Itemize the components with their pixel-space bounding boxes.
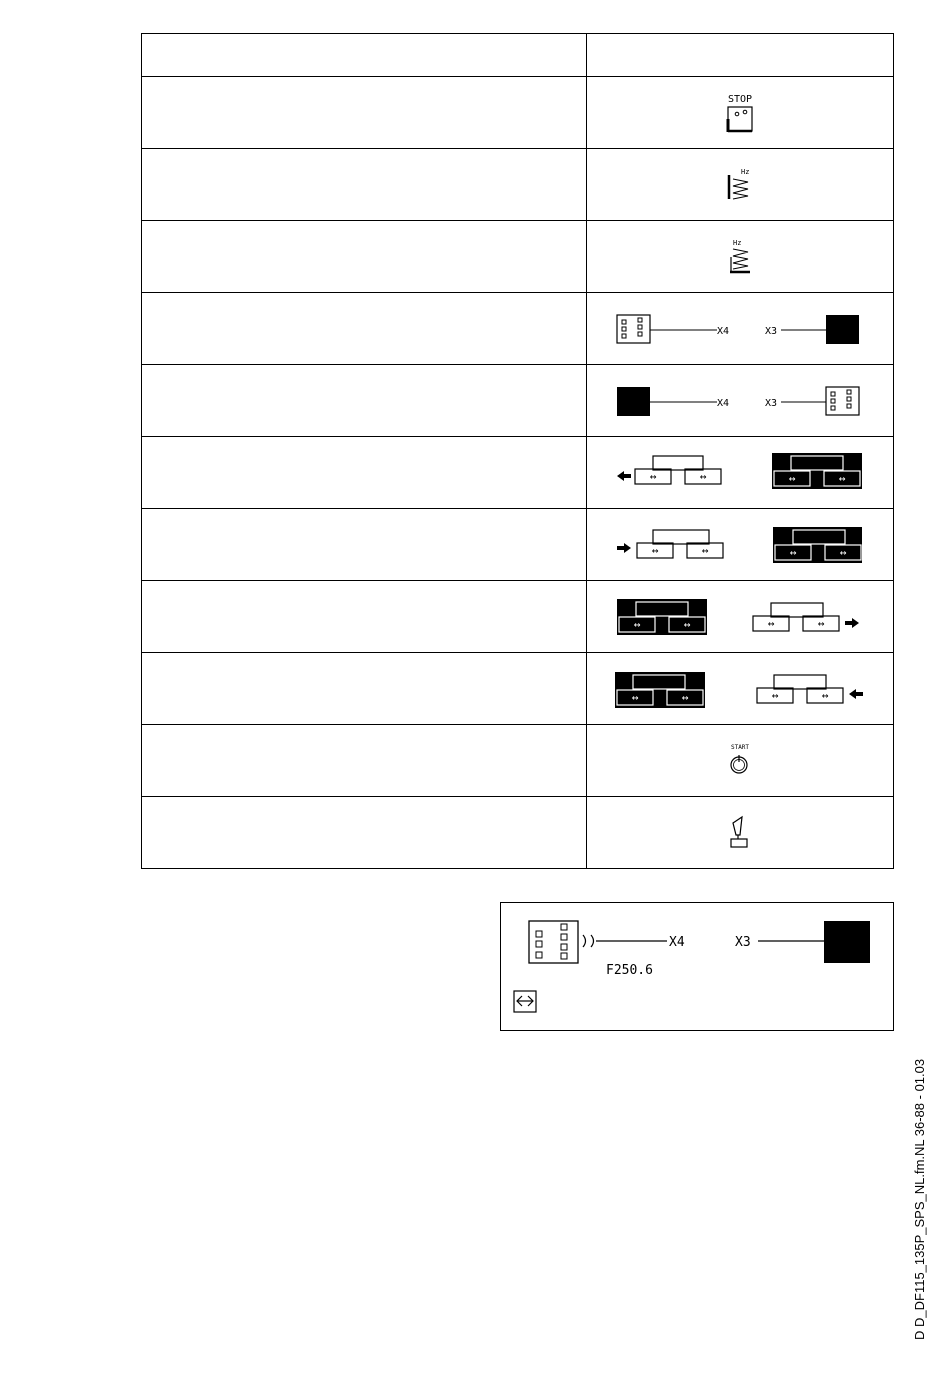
svg-text:↔: ↔ [789,545,797,559]
symbol-cell [587,437,894,509]
symbol-cell [587,293,894,365]
table-row [142,293,894,365]
description-cell [142,581,587,653]
symbol-table [141,33,894,869]
description-cell [142,437,587,509]
navigation-icon [514,991,536,1012]
x3-label: X3 [765,397,778,409]
reference-label: F250.6 [606,963,653,978]
svg-text:↔: ↔ [817,616,825,630]
svg-text:↔: ↔ [771,688,779,702]
stop-label: STOP [727,93,753,105]
shift-left-in-icon [615,669,865,709]
hz-label: Hz [733,238,742,247]
x4-label: X4 [717,325,730,337]
coupling-connection-reversed-icon [615,383,865,419]
description-cell [142,653,587,725]
table-row [142,221,894,293]
symbol-cell [587,653,894,725]
svg-text:↔: ↔ [699,469,707,483]
symbol-cell [587,365,894,437]
stop-key-icon [720,91,760,135]
frequency-down-icon [720,237,760,277]
description-cell [142,365,587,437]
description-cell [142,797,587,869]
symbol-cell [587,77,894,149]
document-footer: D D_DF115_135P_SPS_NL.fm.NL 36-88 - 01.03 [912,1058,927,1340]
table-row [142,653,894,725]
hz-label: Hz [741,167,750,176]
svg-text:↔: ↔ [649,469,657,483]
shift-right-out-icon [615,597,865,637]
table-row [142,149,894,221]
symbol-cell [587,725,894,797]
svg-text:↔: ↔ [839,545,847,559]
description-cell [142,293,587,365]
table-row [142,437,894,509]
coupling-connection-icon [615,311,865,347]
table-row [142,581,894,653]
symbol-cell [587,221,894,293]
x4-label: X4 [717,397,730,409]
frequency-up-icon [720,165,760,205]
connection-diagram [500,902,894,1031]
svg-text:↔: ↔ [701,543,709,557]
description-cell [142,221,587,293]
x3-label: X3 [735,935,751,950]
symbol-cell [587,581,894,653]
table-row [142,365,894,437]
svg-text:↔: ↔ [838,471,846,485]
x3-label: X3 [765,325,778,337]
symbol-cell [587,509,894,581]
svg-text:↔: ↔ [631,690,639,704]
description-cell [142,77,587,149]
start-key-icon [720,741,760,781]
svg-text:↔: ↔ [683,617,691,631]
table-row [142,509,894,581]
svg-text:↔: ↔ [633,617,641,631]
table-header-row [142,34,894,77]
symbol-cell [587,149,894,221]
x4-label: X4 [669,935,685,950]
connection-diagram-graphic [501,903,893,1030]
svg-text:↔: ↔ [767,616,775,630]
header-cell-symbol [587,34,894,77]
header-cell-description [142,34,587,77]
shift-left-icon [615,453,865,493]
svg-text:↔: ↔ [681,690,689,704]
svg-text:↔: ↔ [651,543,659,557]
table-row [142,77,894,149]
table-row [142,725,894,797]
description-cell [142,149,587,221]
start-label: START [730,743,750,751]
lever-icon [720,811,760,855]
description-cell [142,725,587,797]
table-row [142,797,894,869]
symbol-cell [587,797,894,869]
svg-text:↔: ↔ [821,688,829,702]
svg-text:↔: ↔ [788,471,796,485]
shift-right-in-icon [615,525,865,565]
description-cell [142,509,587,581]
